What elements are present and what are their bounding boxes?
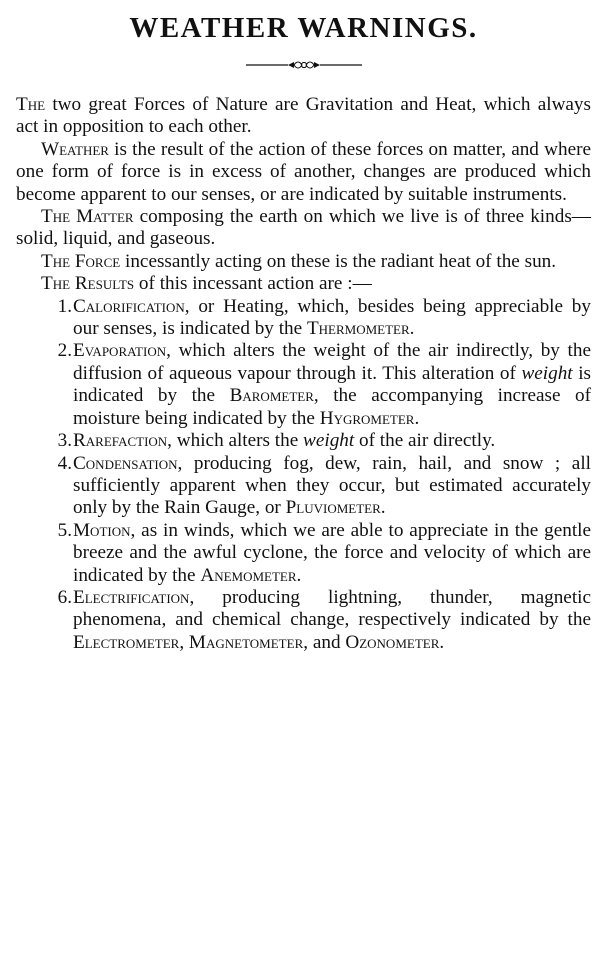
list-item-electrification: 6. Electrification, producing lightning, thunder, magnetic phenomena, and chemical change, respectively indicated by the Electrometer, Magnetometer, and Ozonometer. (57, 586, 591, 653)
list-item-motion: 5. Motion, as in winds, which we are able to appreciate in the gentle breeze and the awful cyclone, the force and velocity of which are indicated by the Anemometer. (57, 519, 591, 586)
item-number: 2. (57, 340, 72, 362)
results-list (16, 296, 591, 655)
list-item-rarefaction: 3. Rarefaction, which alters the weight of the air directly. (57, 430, 496, 452)
paragraph-force: The Force incessantly acting on these is the radiant heat of the sun. (41, 250, 557, 272)
page-title: WEATHER WARNINGS. (129, 12, 478, 44)
paragraph-matter: The Matter composing the earth on which we live is of three kinds—solid, liquid, and gaseous. (16, 206, 591, 250)
list-item-calorification: 1. Calorification, or Heating, which, besides being appreciable by our senses, is indicated by the Thermometer. (57, 295, 591, 340)
list-item-condensation: 4. Condensation, producing fog, dew, rain, hail, and snow ; all sufficiently apparent when they occur, but estimated accurately only by the Rain Gauge, or Pluviometer. (57, 452, 591, 519)
paragraph-results: The Results of this incessant action are :— (41, 273, 372, 295)
paragraph-forces: The two great Forces of Nature are Gravitation and Heat, which always act in opposition to each other. (16, 94, 591, 138)
list-item-evaporation: 2. Evaporation, which alters the weight of the air indirectly, by the diffusion of aqueous vapour through it. This alteration of weight is indicated by the Barometer, the accompanying increase of moisture being indicated by the Hygrometer. (57, 340, 592, 429)
item-number: 1. (57, 295, 72, 317)
ornament-divider-icon (244, 58, 364, 72)
item-number: 5. (57, 519, 72, 541)
item-number: 4. (57, 452, 72, 474)
item-number: 3. (57, 430, 72, 452)
item-number: 6. (57, 586, 72, 608)
paragraph-weather: Weather is the result of the action of these forces on matter, and where one form of force is in excess of another, changes are produced which become apparent to our senses, or are indicated by suitable instruments. (16, 138, 591, 205)
document-page (0, 10, 613, 960)
